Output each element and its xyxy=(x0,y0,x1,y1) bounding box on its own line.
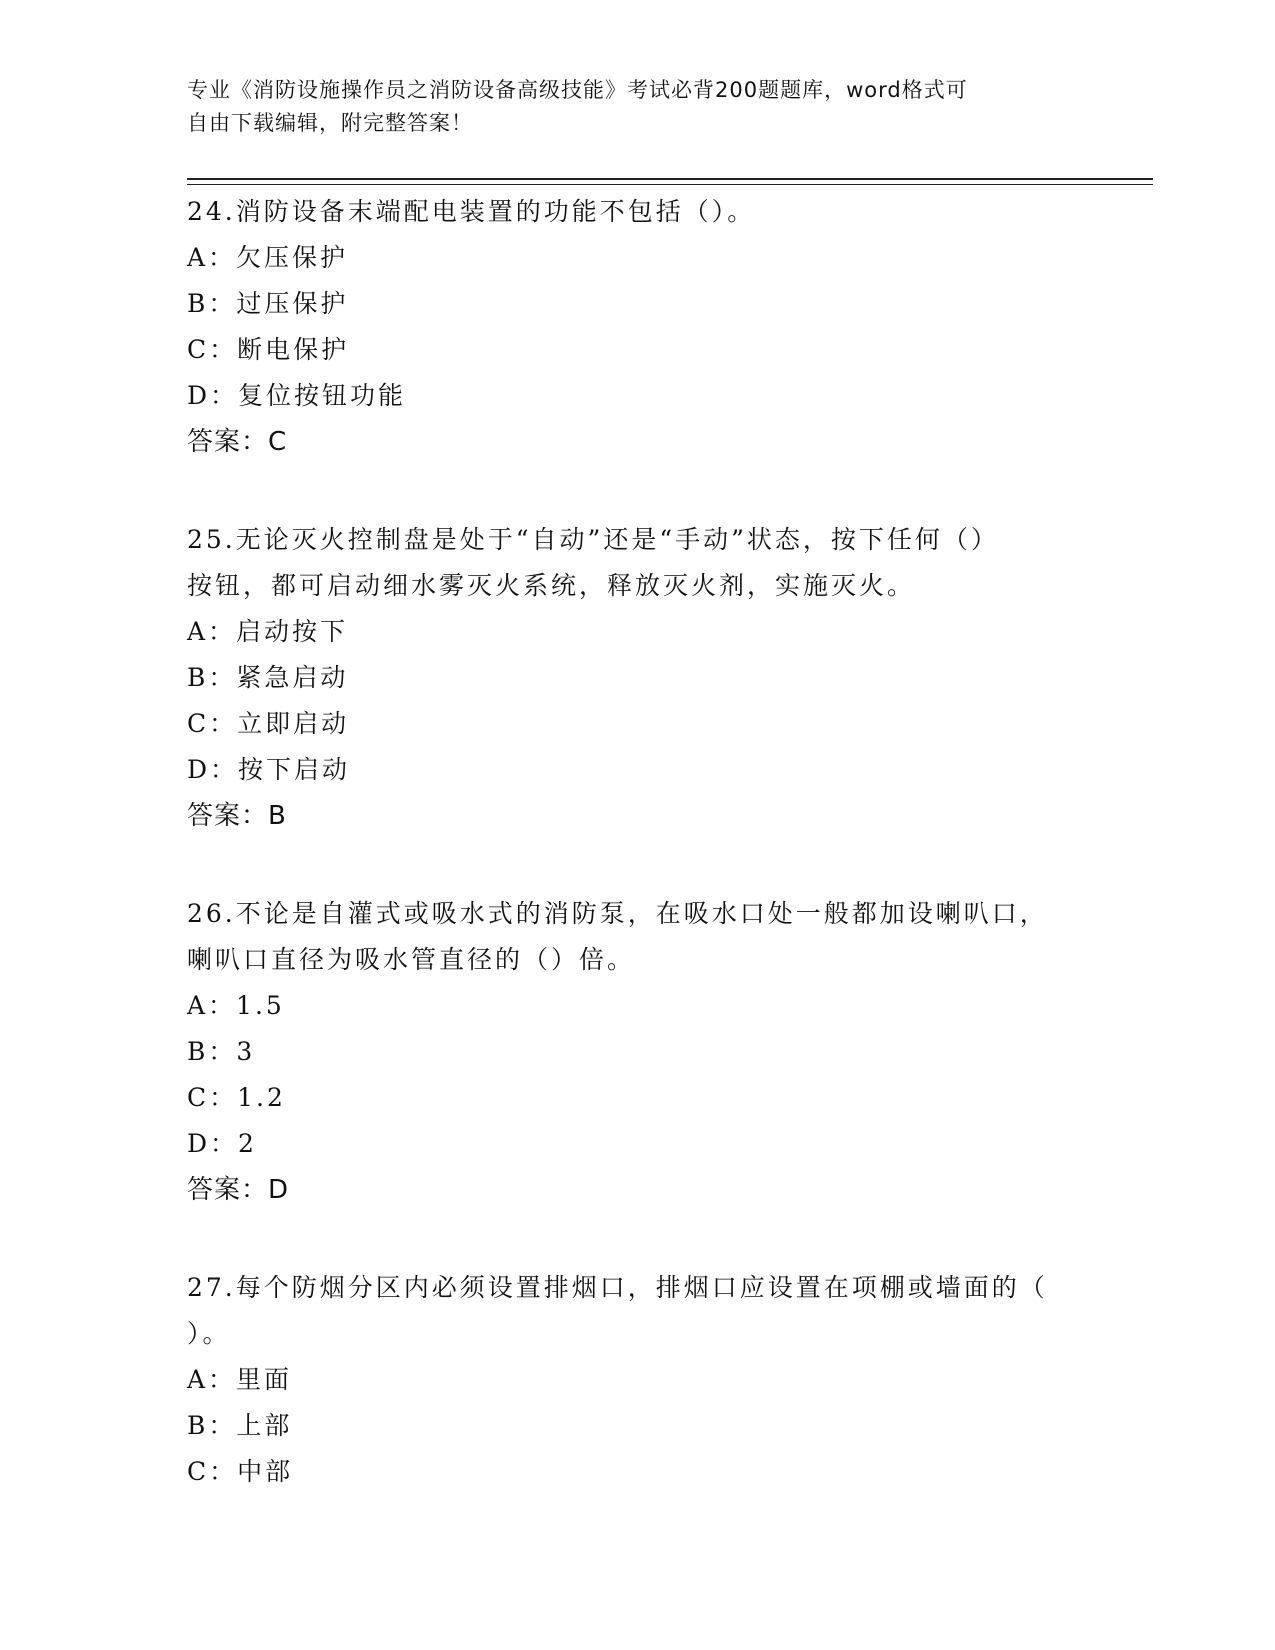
option-a: A：启动按下 xyxy=(187,617,349,646)
option-a: A：里面 xyxy=(187,1365,293,1394)
question-27 xyxy=(187,1265,1087,1495)
option-c: C：中部 xyxy=(187,1457,294,1486)
question-26 xyxy=(187,891,1087,1213)
answer: 答案：C xyxy=(187,427,288,457)
header-line-1: 专业《消防设施操作员之消防设备高级技能》考试必背200题题库，word格式可 xyxy=(187,78,968,102)
option-c: C：1.2 xyxy=(187,1083,286,1112)
answer: 答案：B xyxy=(187,801,287,831)
option-a: A：欠压保护 xyxy=(187,243,349,272)
question-list xyxy=(187,189,1087,1495)
option-d: D：按下启动 xyxy=(187,755,351,784)
answer: 答案：D xyxy=(187,1175,290,1205)
option-b: B：上部 xyxy=(187,1411,293,1440)
question-text-line-1: 27.每个防烟分区内必须设置排烟口，排烟口应设置在项棚或墙面的（ xyxy=(187,1273,1048,1302)
document-header xyxy=(187,74,1087,140)
question-25 xyxy=(187,517,1087,839)
option-b: B：紧急启动 xyxy=(187,663,349,692)
header-divider-thick xyxy=(187,178,1153,180)
option-a: A：1.5 xyxy=(187,991,285,1020)
header-divider-thin xyxy=(187,184,1153,185)
question-text-line-2: 喇叭口直径为吸水管直径的（）倍。 xyxy=(187,945,636,974)
question-24 xyxy=(187,189,1087,465)
option-d: D：复位按钮功能 xyxy=(187,381,407,410)
question-text-line-2: 按钮，都可启动细水雾灭火系统，释放灭火剂，实施灭火。 xyxy=(187,571,916,600)
header-line-2: 自由下载编辑，附完整答案！ xyxy=(187,111,473,135)
option-c: C：断电保护 xyxy=(187,335,350,364)
question-text: 24.消防设备末端配电装置的功能不包括（）。 xyxy=(187,197,756,226)
question-text-line-1: 26.不论是自灌式或吸水式的消防泵，在吸水口处一般都加设喇叭口， xyxy=(187,899,1048,928)
question-text-line-1: 25.无论灭火控制盘是处于“自动”还是“手动”状态，按下任何（） xyxy=(187,525,999,554)
option-c: C：立即启动 xyxy=(187,709,350,738)
option-b: B：3 xyxy=(187,1037,256,1066)
option-b: B：过压保护 xyxy=(187,289,349,318)
option-d: D：2 xyxy=(187,1129,257,1158)
question-text-line-2: ）。 xyxy=(187,1319,231,1348)
